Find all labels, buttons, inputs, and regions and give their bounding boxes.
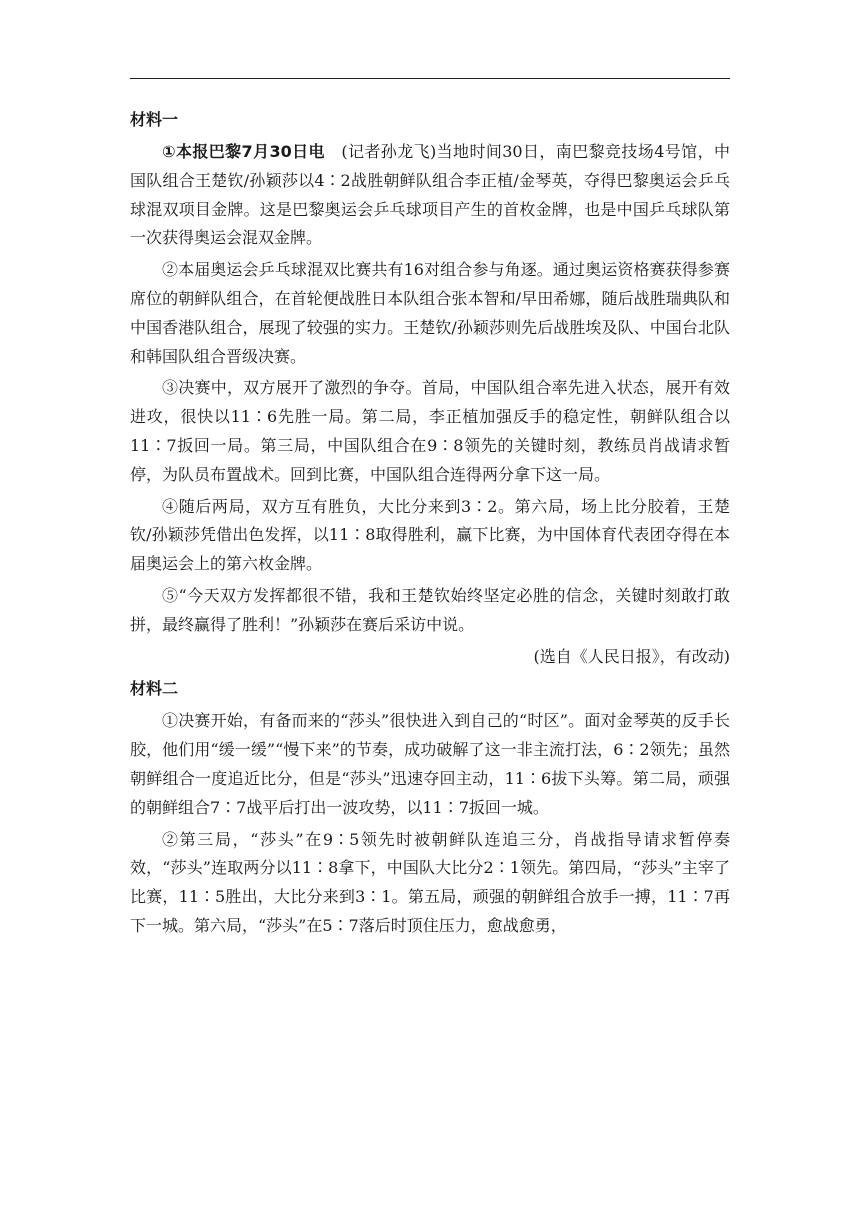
top-divider [130, 78, 730, 79]
material1-paragraph-3: ③决赛中，双方展开了激烈的争夺。首局，中国队组合率先进入状态，展开有效进攻，很快以11∶6先胜一局。第二局，李正植加强反手的稳定性，朝鲜队组合以11∶7扳回一局。第三局，中国队组合在9∶8领先的关键时刻，教练员肖战请求暂停，为队员布置战术。回到比赛，中国队组合连得两分拿下这一局。 [130, 378, 730, 484]
source-note: (选自《人民日报》，有改动) [533, 646, 730, 666]
material1-paragraph-2: ②本届奥运会乒乓球混双比赛共有16对组合参与角逐。通过奥运资格赛获得参赛席位的朝鲜队组合，在首轮便战胜日本队组合张本智和/早田希娜，随后战胜瑞典队和中国香港队组合，展现了较强的实力。王楚钦/孙颖莎则先后战胜埃及队、中国台北队和韩国队组合晋级决赛。 [130, 260, 730, 366]
document-body [130, 106, 730, 944]
material1-paragraph-1 [130, 138, 730, 253]
material2-heading: 材料二 [130, 679, 179, 699]
material1-paragraph-5: ⑤“今天双方发挥都很不错，我和王楚钦始终坚定必胜的信念，关键时刻敢打敢拼，最终赢得了胜利！”孙颖莎在赛后采访中说。 [130, 585, 730, 634]
material1-heading: 材料一 [130, 110, 179, 129]
material2-paragraph-1: ①决赛开始，有备而来的“莎头”很快进入到自己的“时区”。面对金琴英的反手长胶，他们用“缓一缓”“慢下来”的节奏，成功破解了这一非主流打法，6∶2领先；虽然朝鲜组合一度追近比分，但是“莎头”迅速夺回主动，11∶6拔下头筹。第二局，顽强的朝鲜组合7∶7战平后打出一波攻势，以11∶7扳回一城。 [130, 711, 730, 817]
dateline: ①本报巴黎7月30日电 [162, 142, 325, 161]
material1-paragraph-4: ④随后两局，双方互有胜负，大比分来到3∶2。第六局，场上比分胶着，王楚钦/孙颖莎凭借出色发挥，以11∶8取得胜利，赢下比赛，为中国体育代表团夺得在本届奥运会上的第六枚金牌。 [130, 496, 730, 574]
material2-paragraph-2: ②第三局，“莎头”在9∶5领先时被朝鲜队连追三分，肖战指导请求暂停奏效，“莎头”连取两分以11∶8拿下，中国队大比分2∶1领先。第四局，“莎头”主宰了比赛，11∶5胜出，大比分来到3∶1。第五局，顽强的朝鲜组合放手一搏，11∶7再下一城。第六局，“莎头”在5∶7落后时顶住压力，愈战愈勇， [130, 829, 730, 935]
paragraph-text: (记者孙龙飞)当地时间30日，南巴黎竞技场4号馆，中国队组合王楚钦/孙颖莎以4∶2战胜朝鲜队组合李正植/金琴英，夺得巴黎奥运会乒乓球混双项目金牌。这是巴黎奥运会乒乓球项目产生的首枚金牌，也是中国乒乓球队第一次获得奥运会混双金牌。 [130, 142, 730, 248]
